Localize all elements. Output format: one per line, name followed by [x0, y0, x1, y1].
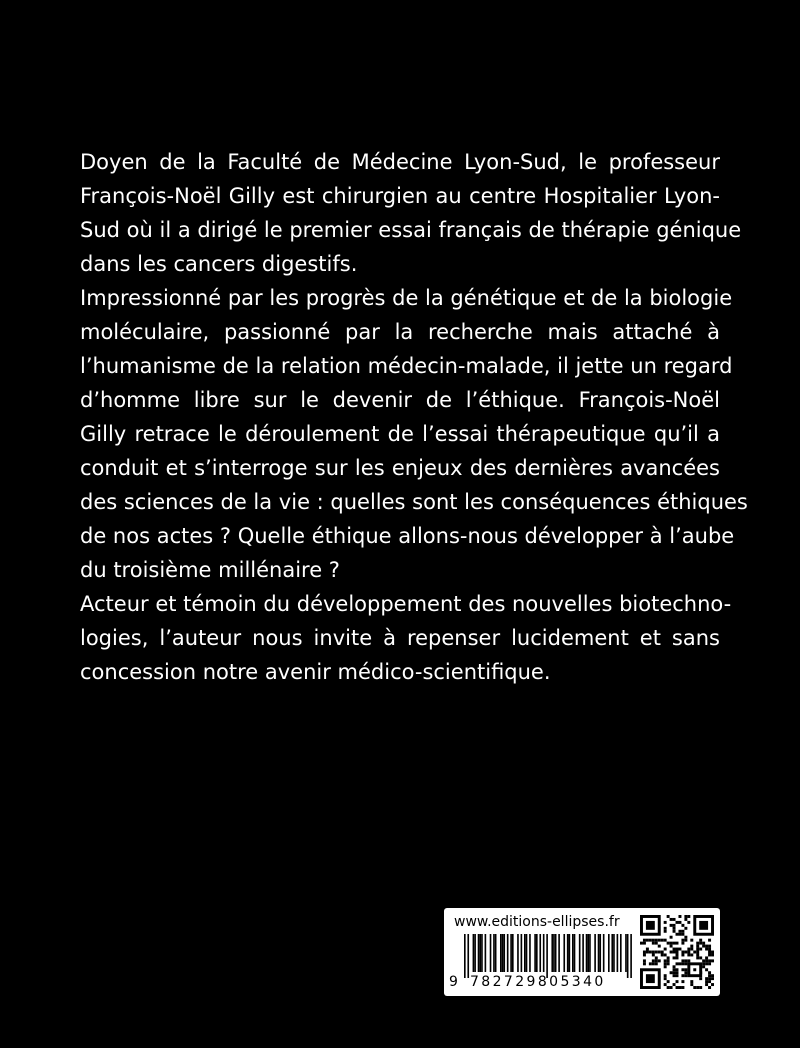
isbn-prefix: 9	[449, 974, 458, 990]
blurb-line: d’homme libre sur le devenir de l’éthique. François-Noël	[80, 388, 720, 412]
publisher-url: www.editions-ellipses.fr	[454, 914, 620, 930]
back-cover-blurb	[80, 145, 748, 689]
blurb-line: concession notre avenir médico-scientifique.	[80, 660, 551, 684]
blurb-line: François-Noël Gilly est chirurgien au centre Hospitalier Lyon-	[80, 184, 720, 208]
blurb-line: de nos actes ? Quelle éthique allons-nous développer à l’aube	[80, 524, 735, 548]
blurb-line: moléculaire, passionné par la recherche mais attaché à	[80, 320, 720, 344]
blurb-line: du troisième millénaire ?	[80, 558, 340, 582]
blurb-line: Acteur et témoin du développement des nouvelles biotechno-	[80, 592, 732, 616]
blurb-line: conduit et s’interroge sur les enjeux des dernières avancées	[80, 456, 720, 480]
blurb-line: l’humanisme de la relation médecin-malade, il jette un regard	[80, 354, 733, 378]
qr-code-image	[640, 914, 714, 990]
blurb-line: dans les cancers digestifs.	[80, 252, 358, 276]
isbn-barcode-label	[444, 908, 720, 996]
blurb-line: Impressionné par les progrès de la génétique et de la biologie	[80, 286, 733, 310]
blurb-line: des sciences de la vie : quelles sont les conséquences éthiques	[80, 490, 748, 514]
blurb-line: logies, l’auteur nous invite à repenser lucidement et sans	[80, 626, 720, 650]
blurb-line: Doyen de la Faculté de Médecine Lyon-Sud, le professeur	[80, 150, 720, 174]
blurb-line: Sud où il a dirigé le premier essai français de thérapie génique	[80, 218, 742, 242]
barcode-image	[464, 934, 632, 978]
blurb-line: Gilly retrace le déroulement de l’essai thérapeutique qu’il a	[80, 422, 720, 446]
isbn-number: 782729805340	[470, 974, 606, 990]
